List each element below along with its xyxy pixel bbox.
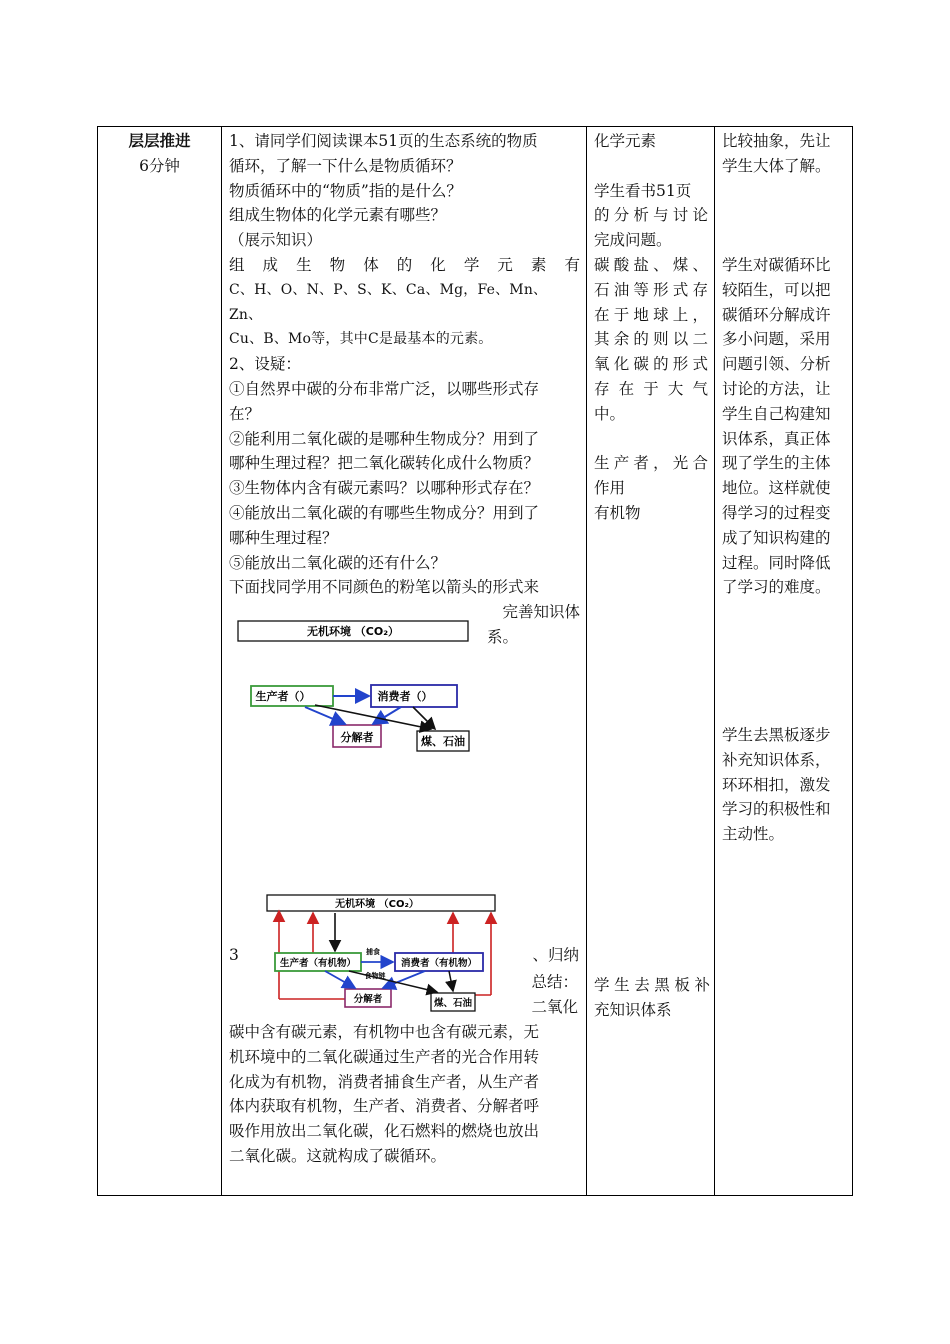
activity-text: 的分析与讨论 [594,206,708,225]
question-item: ④能放出二氧化碳的有哪些生物成分？用到了 [229,503,540,522]
summary-text: 机环境中的二氧化碳通过生产者的光合作用转 [229,1047,540,1066]
question-1-line: 1、请同学们阅读课本51页的生态系统的物质 [229,132,538,150]
summary-text: 体内获取有机物，生产者、消费者、分解者呼 [229,1097,540,1116]
show-knowledge-label: （展示知识） [229,231,323,250]
intent-text: 学习的积极性和 [722,800,831,819]
consumer-label: 消费者（） [377,690,433,703]
intent-text: 多小问题，采用 [722,330,831,349]
intent-text: 主动性。 [722,825,785,844]
elements-line: 组成生物体的化学元素有 [229,255,580,274]
carbon-cycle-diagram-blank [235,621,495,761]
design-intent-column [714,127,854,1195]
activity-text: 化学元素 [594,132,657,150]
carbon-cycle-diagram-complete [265,895,505,1013]
activity-text: 其余的则以二 [594,330,708,349]
summary-heading: 总结： [531,973,578,991]
activity-text: 生产者，光合 [594,454,708,473]
env-label: 无机环境 （CO₂） [306,625,400,638]
stage-column [98,127,221,1195]
activity-text: 充知识体系 [594,1000,672,1019]
producer-label: 生产者（有机物） [279,958,357,969]
consumer-decomposer-arrow [383,971,425,988]
producer-decomposer-arrow [325,971,355,988]
arrow-instruction: 系。 [487,627,519,646]
question-item: ②能利用二氧化碳的是哪种生物成分？用到了 [229,429,540,448]
arrow-instruction: 下面找同学用不同颜色的粉笔以箭头的形式来 [229,578,540,597]
summary-text: 二氧化 [531,998,578,1016]
activity-text: 在于地球上， [594,305,708,324]
summary-text: 吸作用放出二氧化碳，化石燃料的燃烧也放出 [229,1122,540,1141]
env-label: 无机环境 （CO₂） [335,899,419,910]
activity-text: 学生去黑板补 [594,976,710,994]
decomposer-label: 分解者 [353,994,383,1005]
elements-line: Cu、B、Mo等，其中C是最基本的元素。 [229,331,493,348]
intent-block [722,723,852,847]
food-chain-label: 食物链 [364,972,386,980]
intent-text: 学生自己构建知 [722,404,831,423]
intent-text: 得学习的过程变 [722,503,831,522]
summary-heading: 、归纳 [532,946,579,964]
question-item: 哪种生理过程？把二氧化碳转化成什么物质？ [229,454,540,473]
intent-text: 成了知识构建的 [722,528,831,547]
stage-title: 层层推进 [128,132,191,150]
intent-text: 较陌生，可以把 [722,280,831,299]
summary-text: 二氧化碳。这就构成了碳循环。 [229,1146,447,1165]
activity-text: 完成问题。 [594,231,672,250]
intent-text: 了学习的难度。 [722,578,831,597]
intent-text: 地位。这样就使 [722,479,831,498]
intent-text: 碳循环分解成许 [722,305,831,324]
activity-block [594,973,710,1023]
activity-text: 中。 [594,404,626,423]
question-2-heading: 2、设疑： [229,355,301,374]
activity-text: 存在于大气 [594,379,708,398]
student-activity-column [586,127,714,1195]
intent-text: 环环相扣，激发 [722,775,831,794]
activity-text: 氧化碳的形式 [594,355,708,374]
section-3-number: 3 [229,946,239,964]
intent-text: 学生大体了解。 [722,156,831,175]
fossil-label: 煤、石油 [421,735,465,748]
activity-text: 作用 [594,479,626,498]
question-item: ①自然界中碳的分布非常广泛，以哪些形式存 [229,379,540,398]
elements-line: C、H、O、N、P、S、K、Ca、Mg，Fe、Mn、Zn、 [229,281,548,323]
producer-label: 生产者（） [255,690,311,703]
arrow-instruction: 完善知识体 [502,603,580,622]
intent-text: 现了学生的主体 [722,454,831,473]
consumer-fossil-arrow [449,971,453,991]
fossil-label: 煤、石油 [433,998,473,1009]
question-item: ③生物体内含有碳元素吗？以哪种形式存在？ [229,479,540,498]
consumer-label: 消费者（有机物） [400,958,478,969]
intent-text: 学生对碳循环比 [722,255,831,274]
summary-paragraph [229,1020,579,1169]
question-item: ⑤能放出二氧化碳的还有什么？ [229,553,447,572]
prey-label: 捕食 [366,948,380,956]
teaching-content-column [221,127,586,1195]
summary-text: 化成为有机物，消费者捕食生产者，从生产者 [229,1072,540,1091]
question-1-line: 组成生物体的化学元素有哪些？ [229,206,447,225]
intent-text: 过程。同时降低 [722,553,831,572]
question-1-line: 循环，了解一下什么是物质循环？ [229,156,462,175]
intent-text: 识体系，真正体 [722,429,831,448]
intent-text: 比较抽象，先让 [722,132,831,150]
activity-text: 有机物 [594,503,641,522]
question-1-line: 物质循环中的“物质”指的是什么？ [229,181,462,200]
lesson-table [97,126,853,1196]
summary-text: 碳中含有碳元素，有机物中也含有碳元素，无 [229,1023,540,1041]
question-item: 哪种生理过程？ [229,528,338,547]
activity-text: 碳酸盐、煤、 [594,255,708,274]
activity-text: 石油等形式存 [594,280,708,299]
intent-text: 学生去黑板逐步 [722,726,831,744]
intent-text: 问题引领、分析 [722,355,831,374]
question-item: 在？ [229,404,261,423]
decomposer-label: 分解者 [340,731,374,744]
intent-text: 补充知识体系， [722,750,831,769]
activity-text: 学生看书51页 [594,181,692,200]
intent-text: 讨论的方法，让 [722,379,831,398]
stage-duration: 6分钟 [139,156,180,175]
